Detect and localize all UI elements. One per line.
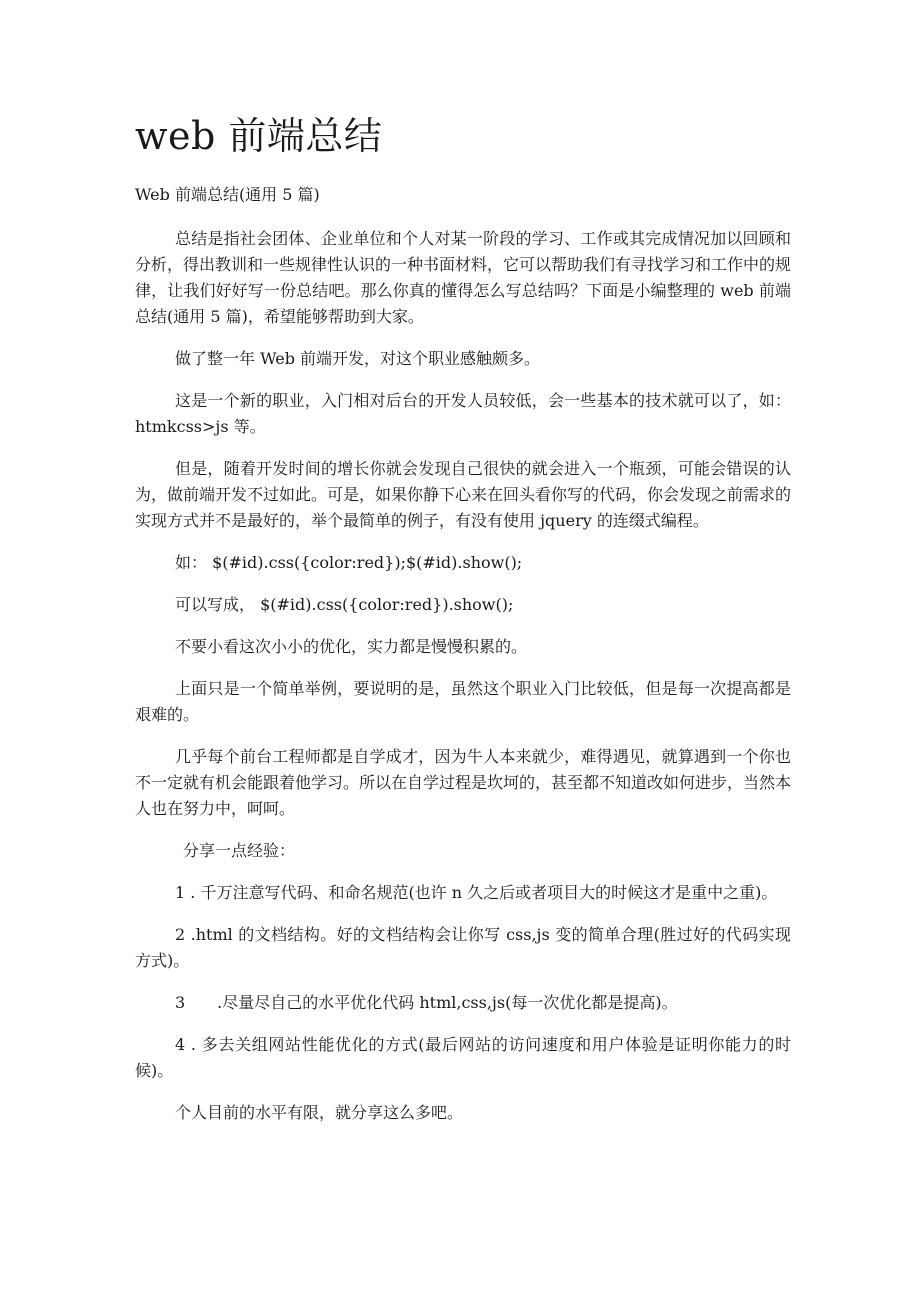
list-item: 2 .html 的文档结构。好的文档结构会让你写 css,js 变的简单合理(胜过好的代码实现方式)。 (135, 925, 791, 970)
paragraph-intro: 总结是指社会团体、企业单位和个人对某一阶段的学习、工作或其完成情况加以回顾和分析，得出教训和一些规律性认识的一种书面材料，它可以帮助我们有寻找学习和工作中的规律，让我们好好写一份总结吧。那么你真的懂得怎么写总结吗？下面是小编整理的 web 前端总结(通用 5 篇)，希望能够帮助到大家。 (135, 229, 792, 326)
paragraph: 几乎每个前台工程师都是自学成才，因为牛人本来就少，难得遇见，就算遇到一个你也不一定就有机会能跟着他学习。所以在自学过程是坎坷的，甚至都不知道改如何进步，当然本人也在努力中，呵呵。 (135, 747, 792, 818)
paragraph: 但是，随着开发时间的增长你就会发现自己很快的就会进入一个瓶颈，可能会错误的认为，做前端开发不过如此。可是，如果你静下心来在回头看你写的代码，你会发现之前需求的实现方式并不是最好的，举个最简单的例子，有没有使用 jquery 的连缀式编程。 (135, 459, 792, 530)
paragraph: 做了整一年 Web 前端开发，对这个职业感触颇多。 (175, 349, 541, 368)
code-example: 如： $(#id).css({color:red});$(#id).show(); (175, 553, 523, 572)
document-title: web 前端总结 (135, 114, 383, 158)
paragraph: 这是一个新的职业，入门相对后台的开发人员较低，会一些基本的技术就可以了，如：htmkcss>js 等。 (135, 391, 791, 436)
share-heading: 分享一点经验： (183, 841, 296, 860)
list-item: 3 .尽量尽自己的水平优化代码 html,css,js(每一次优化都是提高)。 (175, 993, 678, 1012)
paragraph: 上面只是一个简单举例，要说明的是，虽然这个职业入门比较低，但是每一次提高都是艰难的。 (135, 679, 791, 724)
list-item: 4 . 多去关组网站性能优化的方式(最后网站的访问速度和用户体验是证明你能力的时候)。 (135, 1035, 791, 1080)
code-example: 可以写成， $(#id).css({color:red}).show(); (175, 595, 514, 614)
document-subtitle: Web 前端总结(通用 5 篇) (135, 185, 320, 204)
list-item: 1 . 千万注意写代码、和命名规范(也许 n 久之后或者项目大的时候这才是重中之重)。 (175, 883, 778, 902)
paragraph-closing: 个人目前的水平有限，就分享这么多吧。 (175, 1103, 464, 1122)
document-body (135, 226, 791, 1142)
paragraph: 不要小看这次小小的优化，实力都是慢慢积累的。 (175, 637, 528, 656)
